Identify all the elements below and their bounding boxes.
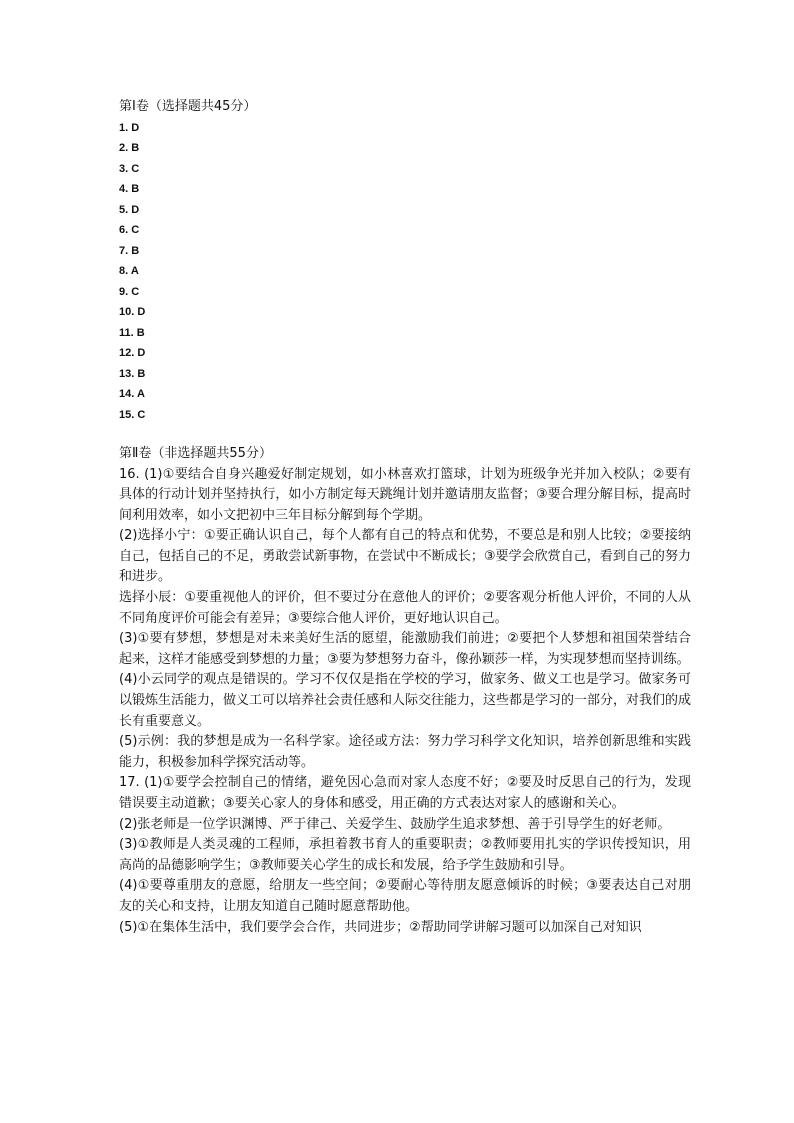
- section-spacer: [119, 425, 691, 444]
- answer-paragraph: (3)①要有梦想，梦想是对未来美好生活的愿望，能激励我们前进；②要把个人梦想和祖国荣誉结合起来，这样才能感受到梦想的力量；③要为梦想努力奋斗，像孙颖莎一样，为实现梦想而坚持训练。: [119, 631, 691, 667]
- answer-item: 8. A: [119, 265, 139, 277]
- answer-paragraph: (4)小云同学的观点是错误的。学习不仅仅是指在学校的学习，做家务、做义工也是学习。做家务可以锻炼生活能力，做义工可以培养社会责任感和人际交往能力，这些都是学习的一部分，对我们的成长有重要意义。: [119, 672, 692, 729]
- answer-item: 10. D: [119, 306, 146, 318]
- answer-item: 6. C: [119, 224, 140, 236]
- answer-item: 15. C: [119, 408, 146, 421]
- answer-paragraph: (5)示例：我的梦想是成为一名科学家。途径或方法：努力学习科学文化知识，培养创新思维和实践能力，积极参加科学探究活动等。: [119, 734, 691, 770]
- answer-item: 5. D: [119, 203, 140, 216]
- answer-item: 14. A: [119, 388, 145, 400]
- open-answer-section: [119, 465, 691, 939]
- answer-key-document: [119, 97, 691, 938]
- answer-paragraph: (4)①要尊重朋友的意愿，给朋友一些空间；②要耐心等待朋友愿意倾诉的时候；③要表达自己对朋友的关心和支持，让朋友知道自己随时愿意帮助他。: [119, 878, 691, 914]
- part1-title: 第Ⅰ卷（选择题共45分）: [119, 99, 257, 114]
- answer-paragraph: 17. (1)①要学会控制自己的情绪，避免因心急而对家人态度不好；②要及时反思自己的行为，发现错误要主动道歉；③要关心家人的身体和感受，用正确的方式表达对家人的感谢和关心。: [119, 775, 691, 811]
- answer-item: 12. D: [119, 347, 146, 359]
- answer-item: 1. D: [119, 121, 140, 134]
- answer-paragraph: 选择小辰：①要重视他人的评价，但不要过分在意他人的评价；②要客观分析他人评价，不同的人从不同角度评价可能会有差异；③要综合他人评价，更好地认识自己。: [119, 590, 691, 626]
- part2-title: 第Ⅱ卷（非选择题共55分）: [119, 446, 272, 461]
- answer-item: 13. B: [119, 367, 146, 380]
- answer-item: 9. C: [119, 285, 140, 298]
- answer-paragraph: (2)选择小宁：①要正确认识自己，每个人都有自己的特点和优势，不要总是和别人比较；②要接纳自己，包括自己的不足，勇敢尝试新事物，在尝试中不断成长；③要学会欣赏自己，看到自己的努力和进步。: [119, 528, 691, 585]
- answer-paragraph: (5)①在集体生活中，我们要学会合作，共同进步；②帮助同学讲解习题可以加深自己对知识: [119, 919, 642, 935]
- answer-paragraph: (3)①教师是人类灵魂的工程师，承担着教书育人的重要职责；②教师要用扎实的学识传授知识，用高尚的品德影响学生；③教师要关心学生的成长和发展，给予学生鼓励和引导。: [119, 837, 691, 873]
- choice-answer-list: [119, 118, 691, 426]
- answer-item: 7. B: [119, 244, 140, 257]
- answer-item: 4. B: [119, 183, 140, 195]
- answer-item: 2. B: [119, 142, 140, 154]
- answer-paragraph: 16. (1)①要结合自身兴趣爱好制定规划，如小林喜欢打篮球，计划为班级争光并加入校队；②要有具体的行动计划并坚持执行，如小方制定每天跳绳计划并邀请朋友监督；③要合理分解目标，提高时间利用效率，如小文把初中三年目标分解到每个学期。: [119, 466, 691, 523]
- answer-paragraph: (2)张老师是一位学识渊博、严于律己、关爱学生、鼓励学生追求梦想、善于引导学生的好老师。: [119, 816, 671, 832]
- answer-item: 3. C: [119, 162, 140, 175]
- answer-item: 11. B: [119, 326, 145, 339]
